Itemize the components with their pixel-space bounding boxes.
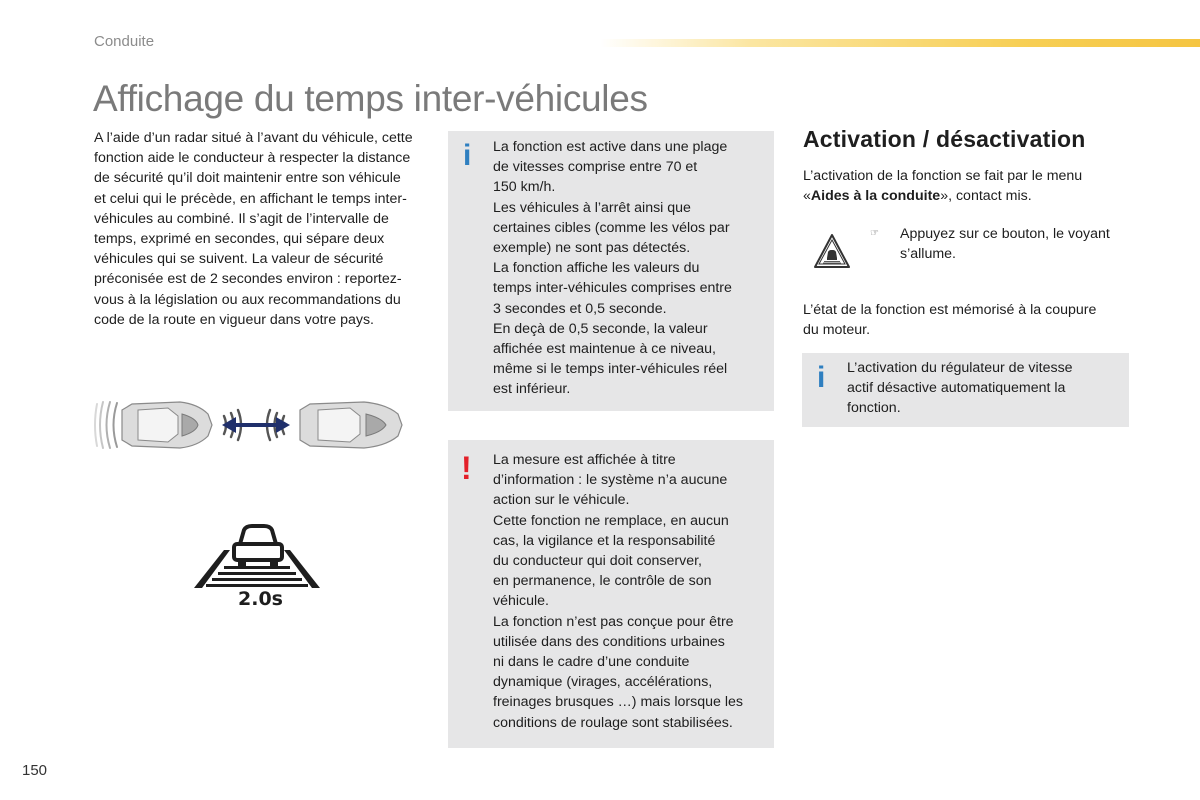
menu-name: Aides à la conduite — [810, 188, 941, 205]
page-number: 150 — [22, 762, 48, 779]
distance-arrow — [222, 417, 290, 433]
activation-instruction-text: Appuyez sur ce bouton, le voyant s’allume. — [900, 226, 1110, 263]
activation-menu-text — [803, 166, 1133, 206]
header-accent-bar — [600, 39, 1200, 47]
menu-text-before: L’activation de la fonction se fait par le menu « — [803, 168, 1083, 205]
info-box-cruise-control — [802, 353, 1129, 427]
info-box-text: La fonction est active dans une plage de vitesses comprise entre 70 et 150 km/h. Les véhicules à l’arrêt ainsi que certaines cibles (comme les vélos par exemple) ne sont pas détectés. La fonction affiche les valeurs du temps inter-véhicules comprises entre 3 secondes et 0,5 seconde. En deçà de 0,5 seconde, la valeur affichée est maintenue à ce niveau, même si le temps inter-véhicules réel est inférieur. — [493, 139, 732, 398]
info-box-speed-range — [448, 131, 774, 411]
rear-car-icon — [122, 402, 212, 448]
info-icon: i — [463, 139, 472, 172]
distance-time-readout: 2.0s — [238, 588, 283, 610]
front-car-icon — [300, 402, 402, 448]
dashboard-display-illustration — [194, 520, 320, 612]
vehicle-distance-illustration — [94, 396, 416, 454]
info-icon: i — [817, 361, 826, 394]
section-label: Conduite — [94, 33, 155, 50]
hand-pointer-icon: ☞ — [870, 228, 879, 239]
warning-icon: ! — [461, 450, 472, 486]
distance-alert-button-icon — [812, 232, 852, 272]
page-title: Affichage du temps inter-véhicules — [93, 78, 648, 119]
info-box-text: L’activation du régulateur de vitesse actif désactive automatiquement la fonction. — [847, 360, 1073, 417]
intro-text: A l’aide d’un radar situé à l’avant du véhicule, cette fonction aide le conducteur à respecter la distance de sécurité qu’il doit maintenir entre son véhicule et celui qui le précède, en affichant le temps inter-véhicules au combiné. Il s’agit de l’intervalle de temps, exprimé en secondes, qui sépare deux véhicules qui se suivent. La valeur de sécurité préconisée est de 2 secondes environ : reportez-vous à la législation ou aux recommandations du code de la route en vigueur dans votre pays. — [94, 130, 413, 328]
warning-box — [448, 440, 774, 748]
memory-text: L’état de la fonction est mémorisé à la coupure du moteur. — [803, 302, 1097, 339]
warning-box-text: La mesure est affichée à titre d’information : le système n’a aucune action sur le véhicule. Cette fonction ne remplace, en aucun cas, la vigilance et la responsabilité du conducteur qui doit conserver, en permanence, le contrôle de son véhicule. La fonction n’est pas conçue pour être utilisée dans des conditions urbaines ni dans le cadre d’une conduite dynamique (virages, accélérations, freinages brusques …) mais lorsque les conditions de roulage sont stabilisées. — [493, 452, 743, 731]
menu-text-after: », contact mis. — [940, 188, 1032, 205]
radar-waves-rear — [95, 402, 117, 448]
activation-heading: Activation / désactivation — [803, 126, 1086, 152]
